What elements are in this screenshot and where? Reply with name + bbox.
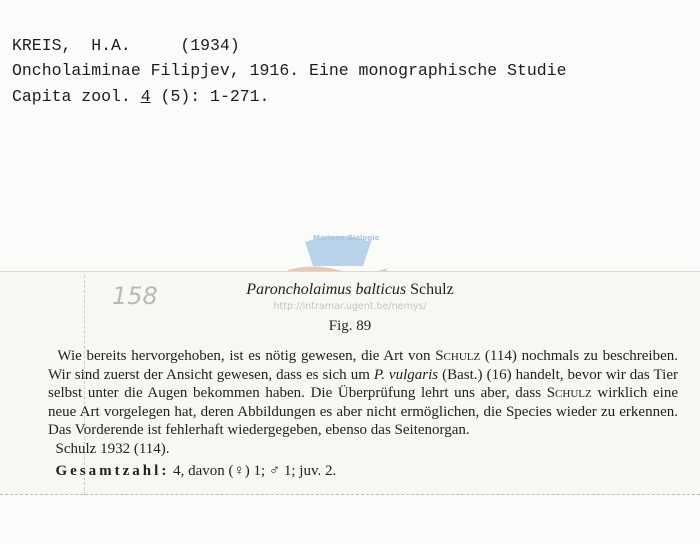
- watermark-url: http://intramar.ugent.be/nemys/: [273, 301, 427, 312]
- total-count: [48, 462, 678, 481]
- text: (Bast.) (16) handelt, bevor wir das Tier selbst unter die Augen bekommen haben. Die Überprüfung lehrt uns aber, dass: [48, 366, 678, 401]
- handwritten-number: 158: [112, 282, 158, 310]
- author-name: Schulz: [435, 348, 481, 364]
- text: (114) nochmals zu beschreiben. Wir sind zuerst der Ansicht gewesen, dass es sich um: [48, 348, 679, 383]
- reference: [48, 440, 678, 459]
- species-heading: [0, 281, 700, 299]
- page-body: [48, 347, 678, 481]
- reference-text: Schulz 1932 (114).: [55, 440, 170, 457]
- journal: Capita zool.: [12, 87, 141, 106]
- text: Wie bereits hervorgehoben, ist es nötig gewesen, die Art von: [57, 348, 436, 364]
- issue-pages: (5): 1-271.: [150, 87, 270, 106]
- volume: 4: [140, 87, 151, 106]
- author-name: Schulz: [546, 385, 592, 401]
- card-title-line: Oncholaiminae Filipjev, 1916. Eine monographische Studie: [12, 61, 567, 80]
- figure-label: Fig. 89: [328, 318, 372, 334]
- total-value: 4, davon (♀) 1; ♂ 1; juv. 2.: [169, 463, 337, 479]
- card-citation-line: [12, 87, 269, 106]
- species-ref: P. vulgaris: [373, 366, 439, 383]
- logo-lettering: Mariene Biologie: [313, 234, 380, 242]
- card-author-line: KREIS, H.A. (1934): [12, 36, 240, 55]
- description-paragraph: [48, 347, 678, 440]
- total-label: Gesamtzahl:: [55, 463, 170, 479]
- species-name: Paroncholaimus balticus: [246, 281, 407, 298]
- text: wirklich eine neue Art vorgelegen hat, deren Abbildungen es aber nicht ermöglichen, die Species wieder zu erkennen. Das Vorderende ist fehlerhaft wiedergegeben, ebenso das Seitenorgan.: [48, 385, 678, 438]
- species-author: Schulz: [406, 281, 454, 298]
